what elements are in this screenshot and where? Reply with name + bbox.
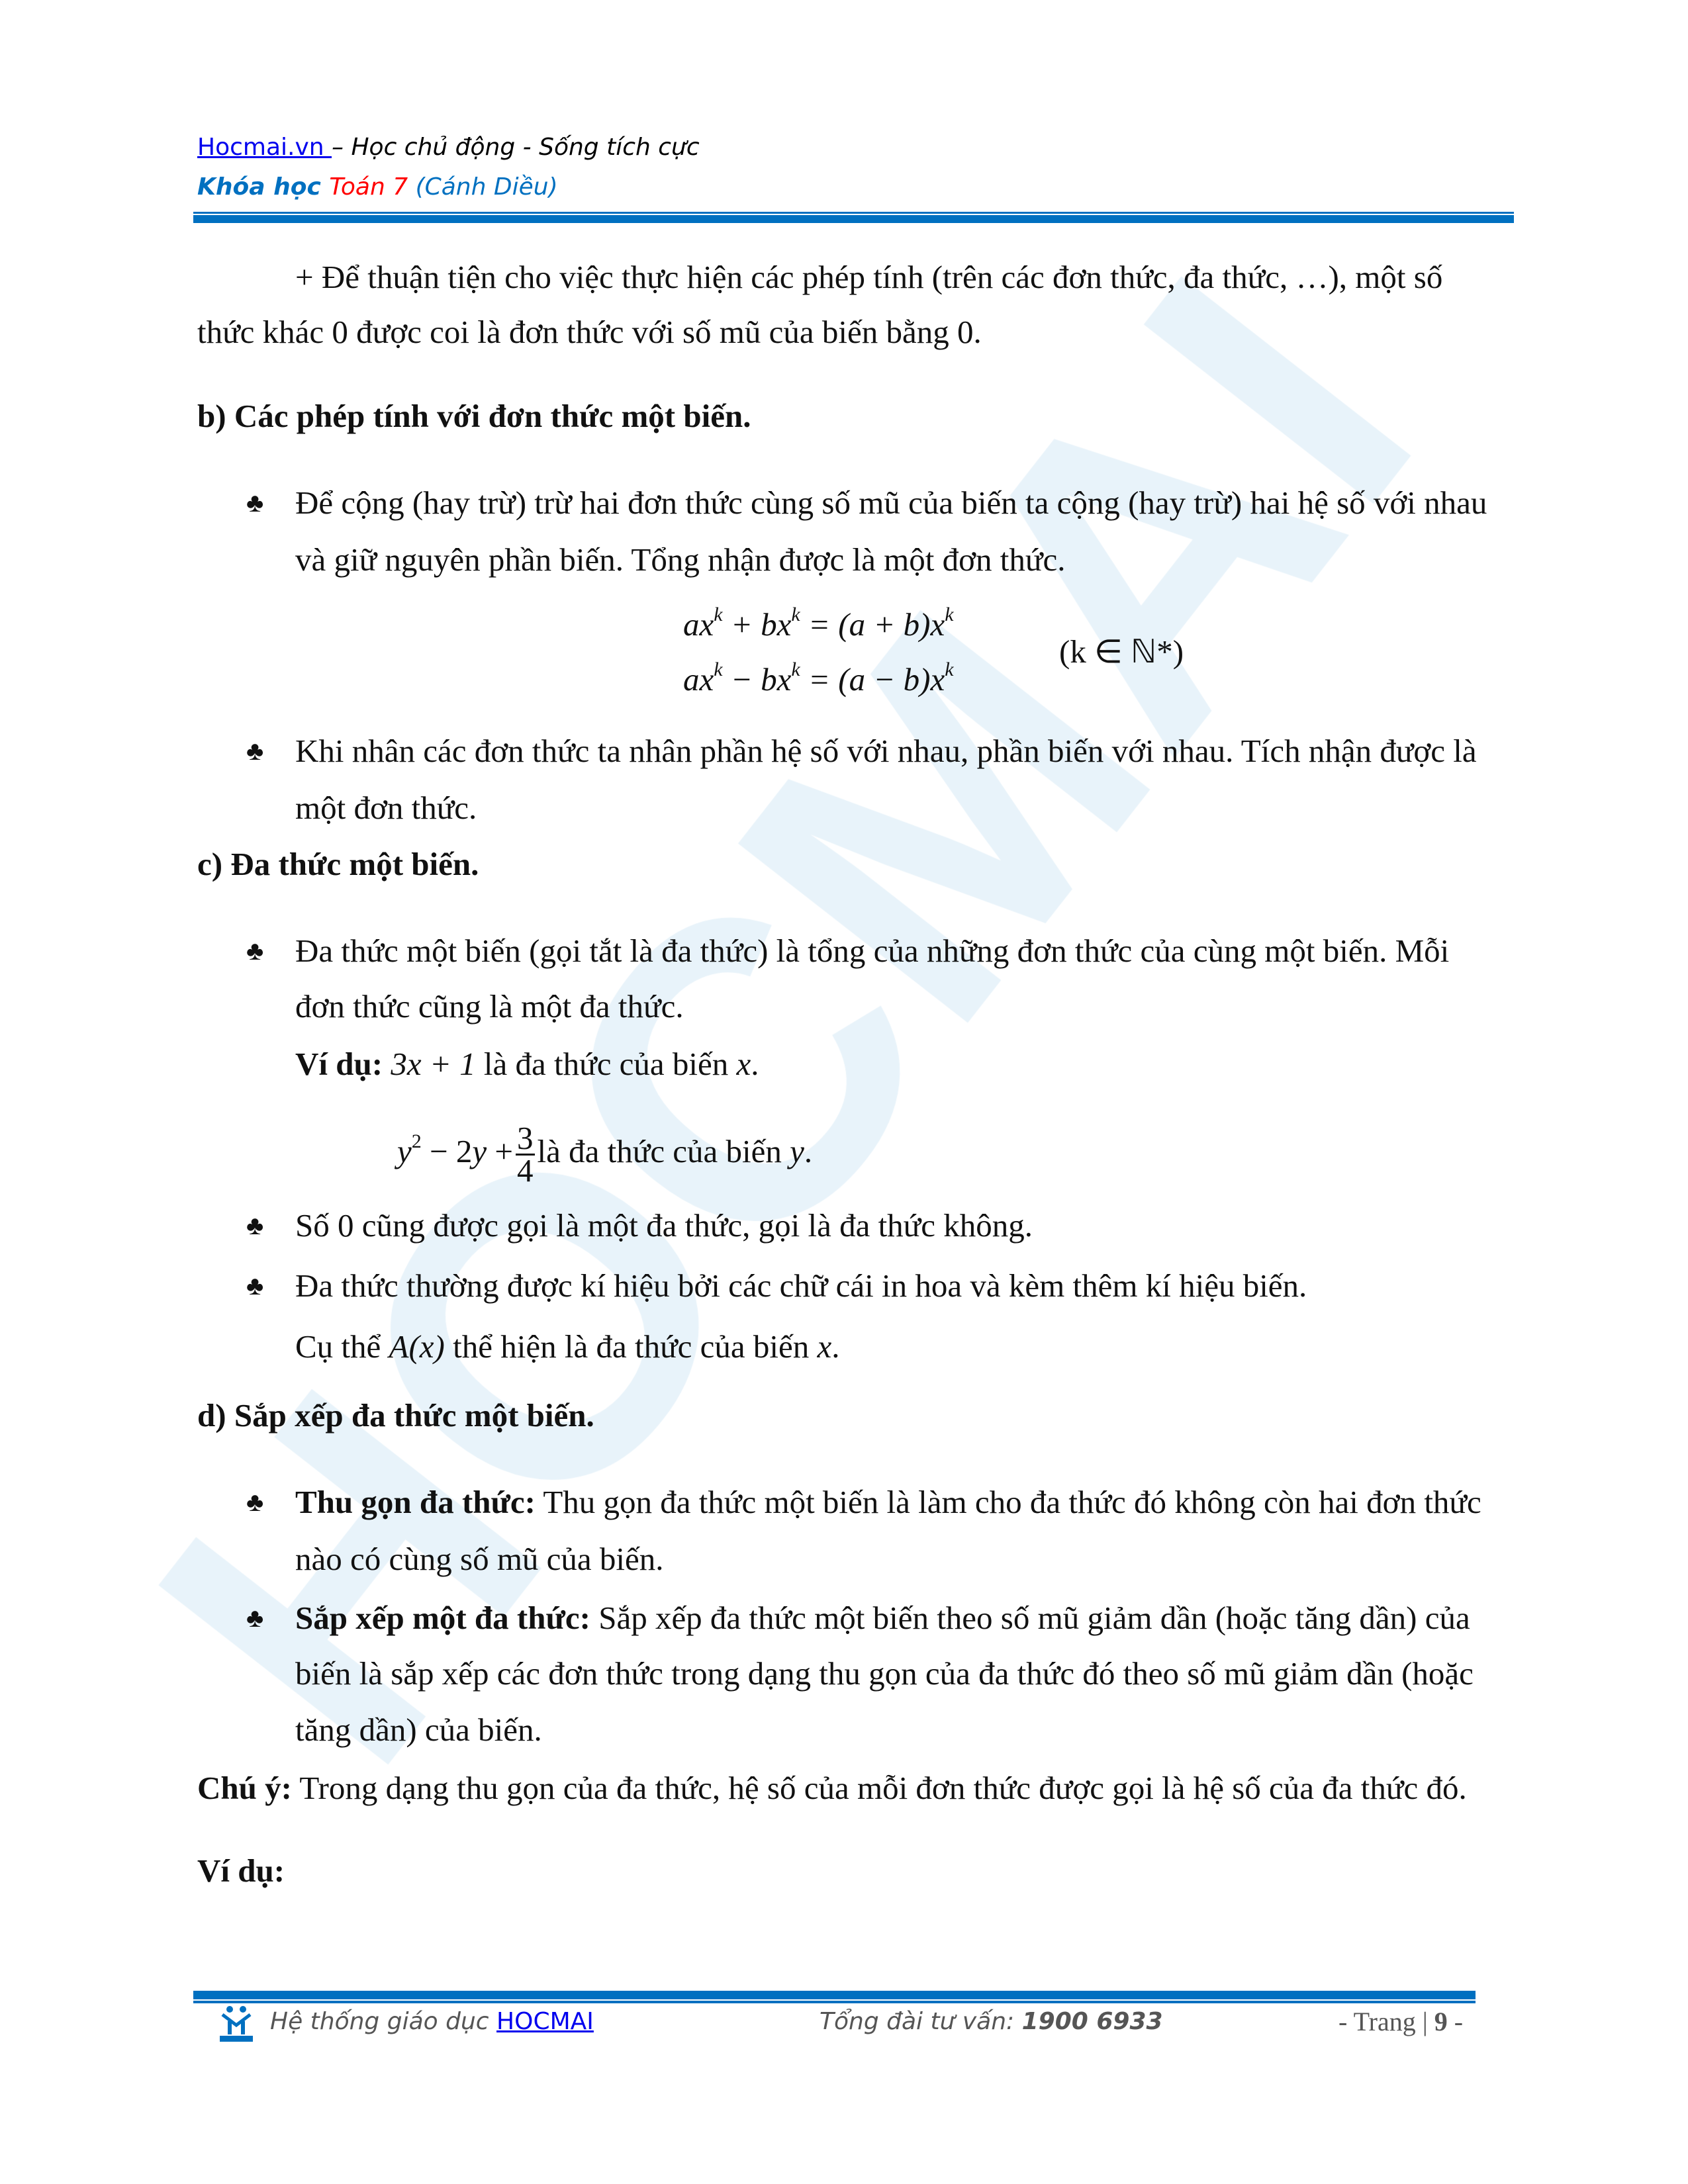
example-heading: Ví dụ: (197, 1852, 285, 1889)
club-bullet-icon: ♣ (246, 936, 264, 966)
intro-line2: thức khác 0 được coi là đơn thức với số mũ của biến bằng 0. (197, 314, 982, 350)
example1-expr: 3x + 1 (391, 1046, 476, 1082)
d2-line1 (295, 1598, 1470, 1638)
formula-addition: $ax^k + bx^k = (a + b)x^k$ (683, 604, 954, 643)
footer-hocmai-link[interactable]: HOCMAI (496, 2008, 594, 2035)
b1-line1: Để cộng (hay trừ) trừ hai đơn thức cùng số mũ của biến ta cộng (hay trừ) hai hệ số với nhau (295, 484, 1487, 521)
d1-label: Thu gọn đa thức: (295, 1484, 536, 1520)
footer-system (270, 2005, 594, 2038)
course-edition: (Cánh Diều) (408, 173, 558, 201)
footer-hotline (820, 2005, 1163, 2038)
example1: Ví dụ: 3x + 1 là đa thức của biến x. (295, 1046, 759, 1082)
club-bullet-icon: ♣ (246, 1210, 264, 1240)
c3-var: x (817, 1328, 832, 1365)
club-bullet-icon: ♣ (246, 488, 264, 518)
note (197, 1768, 1467, 1808)
page-number-value: 9 (1434, 2007, 1448, 2036)
header-line1 (197, 132, 700, 163)
page-number (1338, 2005, 1463, 2038)
course-prefix: Khóa học (197, 173, 330, 201)
section-b-heading: b) Các phép tính với đơn thức một biến. (197, 398, 751, 434)
club-bullet-icon: ♣ (246, 1603, 264, 1633)
formula-condition: (k ∈ ℕ*) (1059, 633, 1184, 670)
club-bullet-icon: ♣ (246, 1487, 264, 1517)
slogan: – Học chủ động - Sống tích cực (332, 134, 700, 161)
section-d-heading: d) Sắp xếp đa thức một biến. (197, 1397, 594, 1433)
footer-system-text: Hệ thống giáo dục (270, 2008, 497, 2035)
hocmai-logo-icon (218, 2005, 254, 2042)
c3-line1: Đa thức thường được kí hiệu bởi các chữ cái in hoa và kèm thêm kí hiệu biến. (295, 1267, 1307, 1304)
d1-text: Thu gọn đa thức một biến là làm cho đa thức đó không còn hai đơn thức (535, 1484, 1481, 1520)
d2-label: Sắp xếp một đa thức: (295, 1600, 590, 1636)
d2-text: Sắp xếp đa thức một biến theo số mũ giảm dần (hoặc tăng dần) của (590, 1600, 1470, 1636)
example2: $y^2 - 2y$ + $\frac{3}{4}$ là đa thức của biến y. (397, 1120, 813, 1189)
header-divider-thin (193, 212, 1514, 214)
c1-line2: đơn thức cũng là một đa thức. (295, 988, 684, 1024)
c3-expr: A(x) (389, 1328, 445, 1365)
footer-divider-thick (193, 1991, 1476, 1999)
page-prefix: - Trang | (1338, 2007, 1434, 2036)
example1-text: là đa thức của biến (475, 1046, 737, 1082)
c3-text-a: Cụ thể (295, 1328, 389, 1365)
club-bullet-icon: ♣ (246, 1271, 264, 1300)
c2-line: Số 0 cũng được gọi là một đa thức, gọi là đa thức không. (295, 1207, 1033, 1244)
example2-expr: $y^2 - 2y$ + $\frac{3}{4}$ (397, 1120, 534, 1189)
b1-line2: và giữ nguyên phần biến. Tổng nhận được là một đơn thức. (295, 541, 1066, 578)
example-label: Ví dụ: (295, 1046, 383, 1082)
example2-text: là đa thức của biến (537, 1132, 790, 1169)
d2-line3: tăng dần) của biến. (295, 1711, 542, 1748)
hotline-number: 1900 6933 (1021, 2008, 1163, 2035)
b2-line1: Khi nhân các đơn thức ta nhân phần hệ số với nhau, phần biến với nhau. Tích nhận được là (295, 733, 1477, 769)
example1-var: x (736, 1046, 751, 1082)
d1-line1 (295, 1482, 1481, 1522)
example2-var: y (790, 1132, 804, 1169)
b2-line2: một đơn thức. (295, 790, 477, 826)
page-suffix: - (1447, 2007, 1464, 2036)
c3-line2: Cụ thể A(x) thể hiện là đa thức của biến x. (295, 1328, 840, 1365)
d1-line2: nào có cùng số mũ của biến. (295, 1541, 664, 1577)
d2-line2: biến là sắp xếp các đơn thức trong dạng thu gọn của đa thức đó theo số mũ giảm dần (hoặc (295, 1655, 1474, 1692)
club-bullet-icon: ♣ (246, 736, 264, 766)
footer-divider-thin (193, 2001, 1476, 2003)
hotline-label: Tổng đài tư vấn: (820, 2008, 1022, 2035)
course-subject: Toán 7 (329, 173, 408, 201)
course-title (197, 172, 558, 203)
c1-line1: Đa thức một biến (gọi tắt là đa thức) là tổng của những đơn thức của cùng một biến. Mỗi (295, 933, 1450, 969)
header-divider-thick (193, 215, 1514, 223)
c3-text-b: thể hiện là đa thức của biến (444, 1328, 818, 1365)
formula-subtraction: $ax^k - bx^k = (a - b)x^k$ (683, 659, 954, 698)
section-c-heading: c) Đa thức một biến. (197, 846, 479, 882)
note-label: Chú ý: (197, 1770, 292, 1806)
site-link[interactable]: Hocmai.vn (197, 134, 332, 161)
note-text: Trong dạng thu gọn của đa thức, hệ số của mỗi đơn thức được gọi là hệ số của đa thức đó. (291, 1770, 1467, 1806)
intro-line1: + Để thuận tiện cho việc thực hiện các phép tính (trên các đơn thức, đa thức, …), một số (295, 259, 1443, 295)
